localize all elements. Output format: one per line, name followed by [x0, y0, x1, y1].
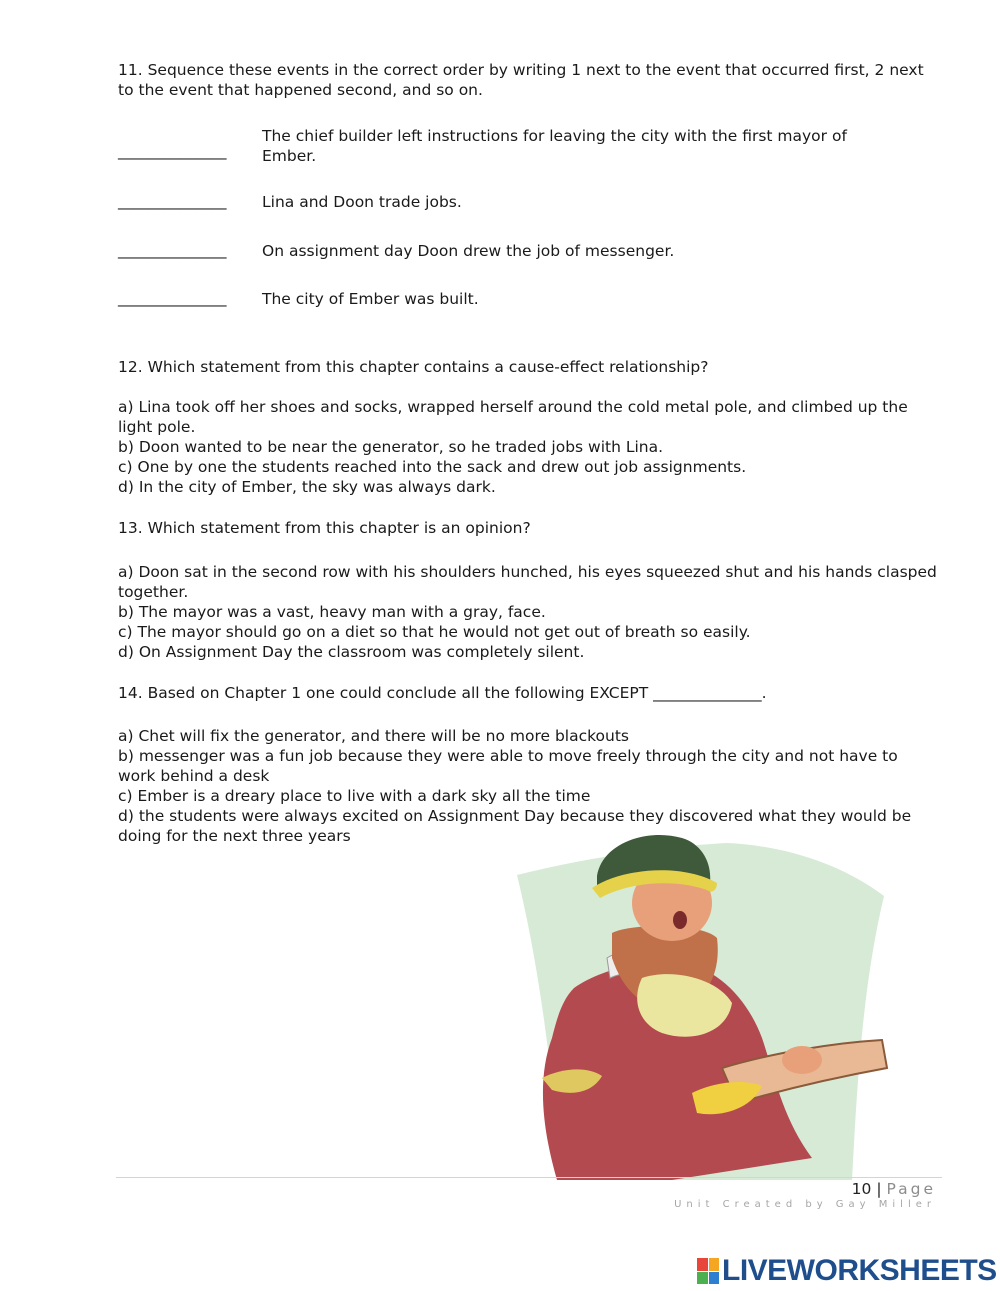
sequence-row-4: [118, 289, 938, 333]
q13-option-a[interactable]: a) Doon sat in the second row with his shoulders hunched, his eyes squeezed shut and his hands clasped together.: [118, 563, 937, 601]
q12-option-b[interactable]: b) Doon wanted to be near the generator, so he traded jobs with Lina.: [118, 438, 664, 456]
answer-blank-1[interactable]: ______________: [118, 142, 227, 160]
q11-prompt: 11. Sequence these events in the correct order by writing 1 next to the event that occurred first, 2 next to the event that happened second, and so on.: [118, 61, 924, 99]
q13-option-b[interactable]: b) The mayor was a vast, heavy man with a gray, face.: [118, 603, 546, 621]
q14-option-c[interactable]: c) Ember is a dreary place to live with a dark sky all the time: [118, 787, 591, 805]
q12-option-c[interactable]: c) One by one the students reached into the sack and drew out job assignments.: [118, 458, 747, 476]
mayor-illustration: [512, 828, 902, 1184]
q14-option-a[interactable]: a) Chet will fix the generator, and there will be no more blackouts: [118, 727, 630, 745]
sequence-row-1: [118, 126, 938, 170]
sequence-event-4: The city of Ember was built.: [262, 290, 479, 308]
q13-option-d[interactable]: d) On Assignment Day the classroom was completely silent.: [118, 643, 585, 661]
badge-square-3: [697, 1272, 708, 1285]
q13-prompt: 13. Which statement from this chapter is an opinion?: [118, 519, 531, 537]
sequence-event-1: The chief builder left instructions for leaving the city with the first mayor of Ember.: [262, 127, 847, 165]
q12-option-d[interactable]: d) In the city of Ember, the sky was always dark.: [118, 478, 496, 496]
liveworksheets-wordmark: LIVEWORKSHEETS: [722, 1254, 997, 1287]
q14-option-d[interactable]: d) the students were always excited on Assignment Day because they discovered what they would be doing for the next three years: [118, 807, 912, 845]
q13-options: [118, 562, 938, 662]
sequence-event-2: Lina and Doon trade jobs.: [262, 193, 462, 211]
q13-option-c[interactable]: c) The mayor should go on a diet so that he would not get out of breath so easily.: [118, 623, 751, 641]
q12-options: [118, 397, 938, 497]
badge-square-4: [709, 1272, 720, 1285]
sequence-event-3: On assignment day Doon drew the job of messenger.: [262, 242, 675, 260]
page-word: Page: [886, 1180, 936, 1198]
page-number-value: 10: [851, 1180, 872, 1198]
q12-prompt: 12. Which statement from this chapter contains a cause-effect relationship?: [118, 358, 709, 376]
sequence-row-3: [118, 241, 938, 285]
unit-credit: Unit Created by Gay Miller: [674, 1199, 936, 1210]
liveworksheets-logo[interactable]: [697, 1255, 997, 1287]
answer-blank-2[interactable]: ______________: [118, 192, 227, 210]
badge-square-2: [709, 1258, 720, 1271]
q12-option-a[interactable]: a) Lina took off her shoes and socks, wrapped herself around the cold metal pole, and climbed up the light pole.: [118, 398, 908, 436]
page-number-separator: |: [871, 1180, 887, 1198]
q14-prompt: 14. Based on Chapter 1 one could conclude all the following EXCEPT ______________.: [118, 684, 767, 702]
sequence-row-2: [118, 192, 938, 236]
badge-square-1: [697, 1258, 708, 1271]
q14-option-b[interactable]: b) messenger was a fun job because they were able to move freely through the city and not have to work behind a desk: [118, 747, 898, 785]
liveworksheets-badge-icon: [697, 1258, 719, 1284]
answer-blank-3[interactable]: ______________: [118, 241, 227, 259]
answer-blank-4[interactable]: ______________: [118, 289, 227, 307]
page-number: [852, 1180, 936, 1198]
footer-divider: [116, 1177, 942, 1178]
